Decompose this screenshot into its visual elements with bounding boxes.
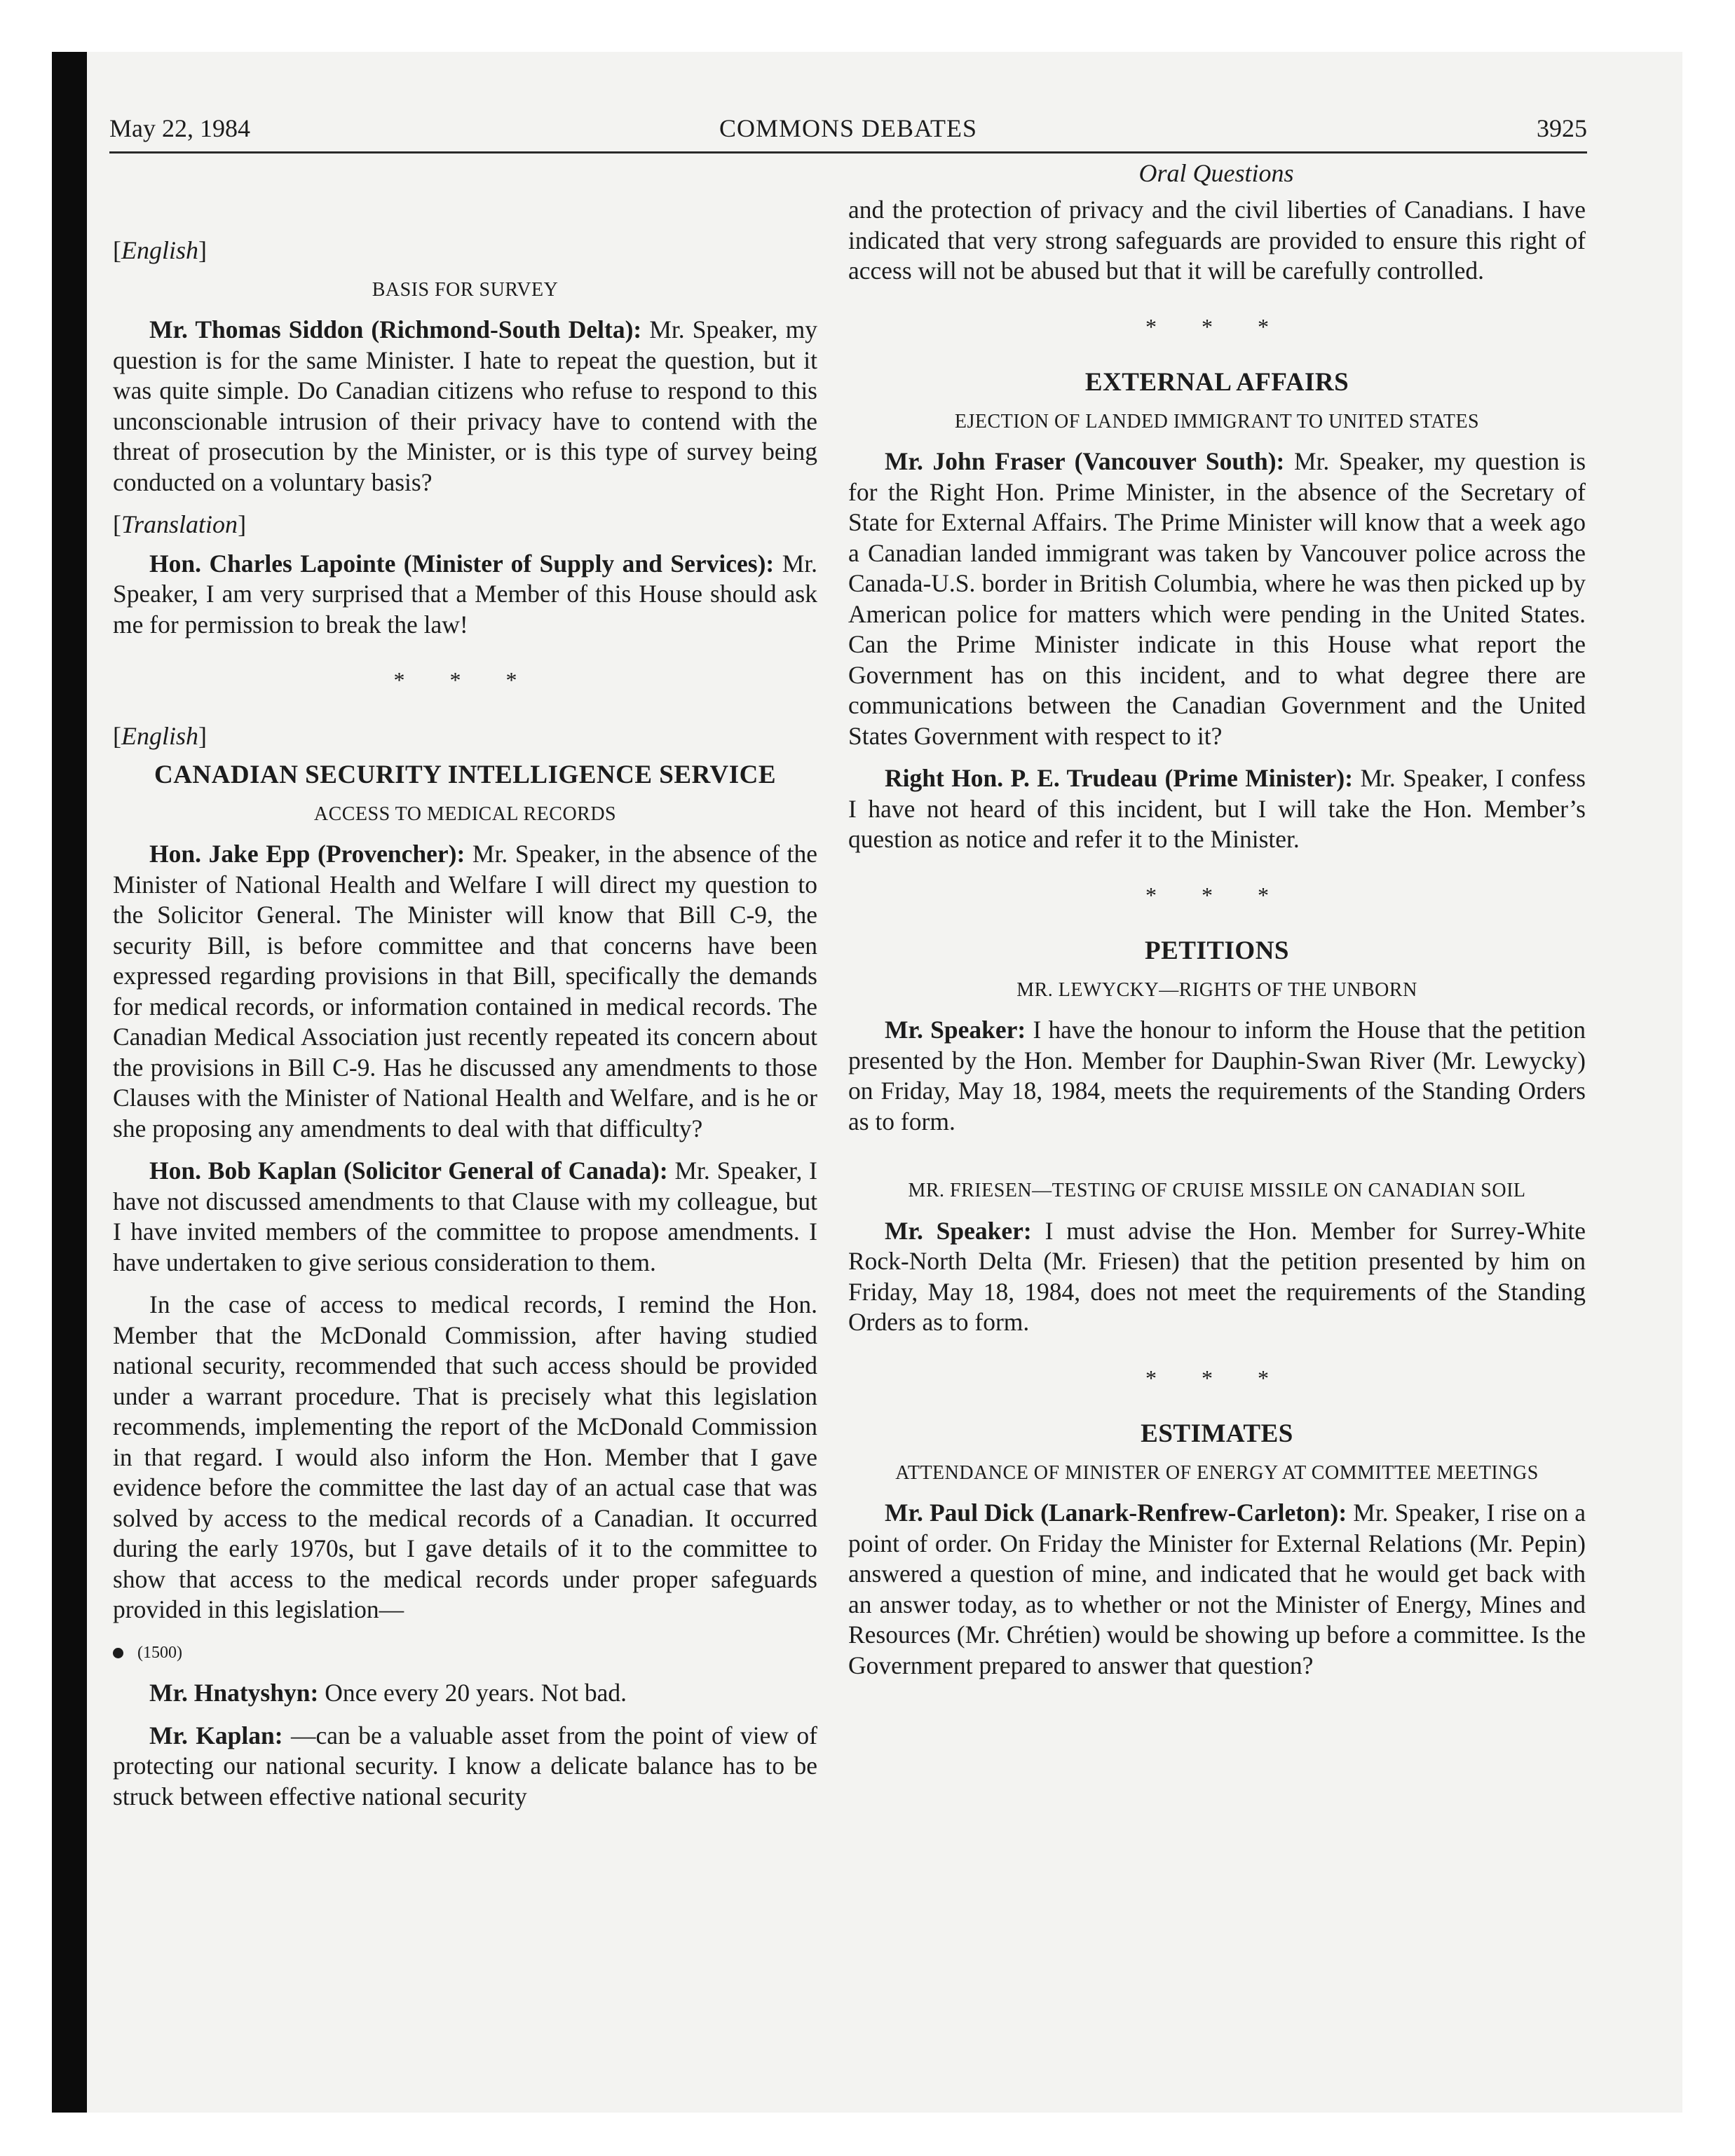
speech-paragraph: Mr. Speaker: I must advise the Hon. Member for Surrey-White Rock-North Delta (Mr. Friesen) that the petition presented by him on Friday, May 18, 1984, does not meet the requirements of the Standing Orders as to form. [848,1216,1586,1336]
header-title: COMMONS DEBATES [719,114,978,142]
page-header [109,105,1587,153]
speaker-name: Hon. Bob Kaplan (Solicitor General of Canada): [149,1157,668,1185]
speech-paragraph: and the protection of privacy and the civil liberties of Canadians. I have indicated that very strong safeguards are provided to ensure this right of access will not be abused but that it will be carefully controlled. [848,196,1586,285]
section-separator: * * * [393,667,537,692]
speaker-name: Hon. Jake Epp (Provencher): [149,840,465,868]
speaker-name: Right Hon. P. E. Trudeau (Prime Minister): [885,764,1354,792]
section-separator: * * * [1145,882,1288,908]
section-subheader: Oral Questions [1138,159,1294,187]
right-column [848,195,1586,1693]
subject-heading: ACCESS TO MEDICAL RECORDS [313,803,617,825]
time-marker: (1500) [113,1638,817,1669]
speech-paragraph: Mr. John Fraser (Vancouver South): Mr. Speaker, my question is for the Right Hon. Prime Minister, in the absence of the Secretary of State for External Affairs. The Prime Minister will know that a week ago a Canadian landed immigrant was taken by Vancouver police across the Canada-U.S. border in British Columbia, where he was then picked up by American police for matters which were pending in the United States. Can the Prime Minister indicate in this House what report the Government has on this incident, and to what degree there are communications between the Canadian Government and the United States Government with respect to it? [848,447,1586,750]
speech-paragraph: In the case of access to medical records, I remind the Hon. Member that the McDonald Commission, after having studied national security, recommended that such access should be provided under a warrant procedure. That is precisely what this legislation recommends, implementing the report of the McDonald Commission in that regard. I would also inform the Hon. Member that I gave evidence before the committee the last day of an actual case that was solved by access to the medical records of a Canadian. It occurred during the early 1970s, but I gave details of it to the committee to show that access to the medical records under proper safeguards provided in this legislation— [113,1290,817,1623]
spacer [848,1149,1586,1173]
speech-paragraph: Mr. Thomas Siddon (Richmond-South Delta): Mr. Speaker, my question is for the same Minister. I hate to repeat the question, but it was quite simple. Do Canadian citizens who refuse to respond to this unconscionable intrusion of their privacy have to contend with the threat of prosecution by the Minister, or is this type of survey being conducted on a voluntary basis? [113,315,818,496]
subject-heading: MR. FRIESEN—TESTING OF CRUISE MISSILE ON CANADIAN SOIL [908,1180,1526,1201]
language-marker: [English] [113,721,207,750]
speaker-name: Mr. John Fraser (Vancouver South): [885,447,1285,475]
speech-paragraph: Mr. Kaplan: —can be a valuable asset from the point of view of protecting our national security. I know a delicate balance has to be struck between effective national security [113,1721,818,1810]
language-marker: [Translation] [113,510,247,538]
speech-paragraph: Mr. Hnatyshyn: Once every 20 years. Not bad. [149,1679,627,1707]
section-heading: ESTIMATES [1141,1419,1293,1448]
speech-paragraph: Hon. Bob Kaplan (Solicitor General of Canada): Mr. Speaker, I have not discussed amendments to that Clause with my colleague, but I have invited members of the committee to propose amendments. I have undertaken to give serious consideration to them. [113,1157,818,1276]
speaker-name: Mr. Paul Dick (Lanark-Renfrew-Carleton): [885,1499,1347,1527]
bullet-icon [113,1648,123,1658]
section-separator: * * * [1145,1365,1288,1391]
speaker-name: Mr. Speaker: [885,1016,1026,1044]
speaker-name: Hon. Charles Lapointe (Minister of Supply and Services): [149,549,775,578]
speech-paragraph: Mr. Paul Dick (Lanark-Renfrew-Carleton): Mr. Speaker, I rise on a point of order. On Friday the Minister for External Relations (Mr. Pepin) answered a question of mine, and indicated that he would get back with an answer today, as to whether or not the Minister of Energy, Mines and Resources (Mr. Chrétien) would be showing up before a committee. Is the Government prepared to answer that question? [848,1499,1586,1679]
section-separator: * * * [1145,313,1288,339]
subject-heading: BASIS FOR SURVEY [372,278,559,301]
binding-edge [52,52,87,2113]
speaker-name: Mr. Kaplan: [149,1721,283,1749]
speech-paragraph: Mr. Speaker: I have the honour to inform the House that the petition presented by the Hon. Member for Dauphin-Swan River (Mr. Lewycky) on Friday, May 18, 1984, meets the requirements of the Standing Orders as to form. [848,1016,1586,1135]
page-number: 3925 [1537,114,1587,142]
header-date: May 22, 1984 [109,114,250,142]
subject-heading: MR. LEWYCKY—RIGHTS OF THE UNBORN [1016,978,1417,1001]
speaker-name: Mr. Hnatyshyn: [149,1679,319,1707]
speaker-name: Mr. Speaker: [885,1216,1032,1245]
section-heading: EXTERNAL AFFAIRS [1084,368,1349,397]
speaker-name: Mr. Thomas Siddon (Richmond-South Delta): [149,315,642,343]
speech-paragraph: Right Hon. P. E. Trudeau (Prime Minister): Mr. Speaker, I confess I have not heard of this incident, but I will take the Hon. Member’s question as notice and refer it to the Minister. [848,764,1586,853]
left-column [113,236,817,1824]
language-marker: [English] [113,236,207,264]
subject-heading: EJECTION OF LANDED IMMIGRANT TO UNITED STATES [954,410,1480,432]
subject-heading: ATTENDANCE OF MINISTER OF ENERGY AT COMMITTEE MEETINGS [895,1461,1539,1484]
section-heading: PETITIONS [1144,936,1289,965]
speech-paragraph: Hon. Jake Epp (Provencher): Mr. Speaker, in the absence of the Minister of National Health and Welfare I will direct my question to the Solicitor General. The Minister will know that Bill C-9, the security Bill, is before committee and that concerns have been expressed regarding provisions in that Bill, specifically the demands for medical records, or information contained in medical records. The Canadian Medical Association just recently repeated its concern about the provisions in Bill C-9. Has he discussed any amendments to those Clauses with the Minister of National Health and Welfare, and is he or she proposing any amendments to deal with that difficulty? [113,840,818,1142]
section-heading: CANADIAN SECURITY INTELLIGENCE SERVICE [154,760,777,789]
speech-paragraph: Hon. Charles Lapointe (Minister of Supply and Services): Mr. Speaker, I am very surprised that a Member of this House should ask me for permission to break the law! [113,549,818,639]
